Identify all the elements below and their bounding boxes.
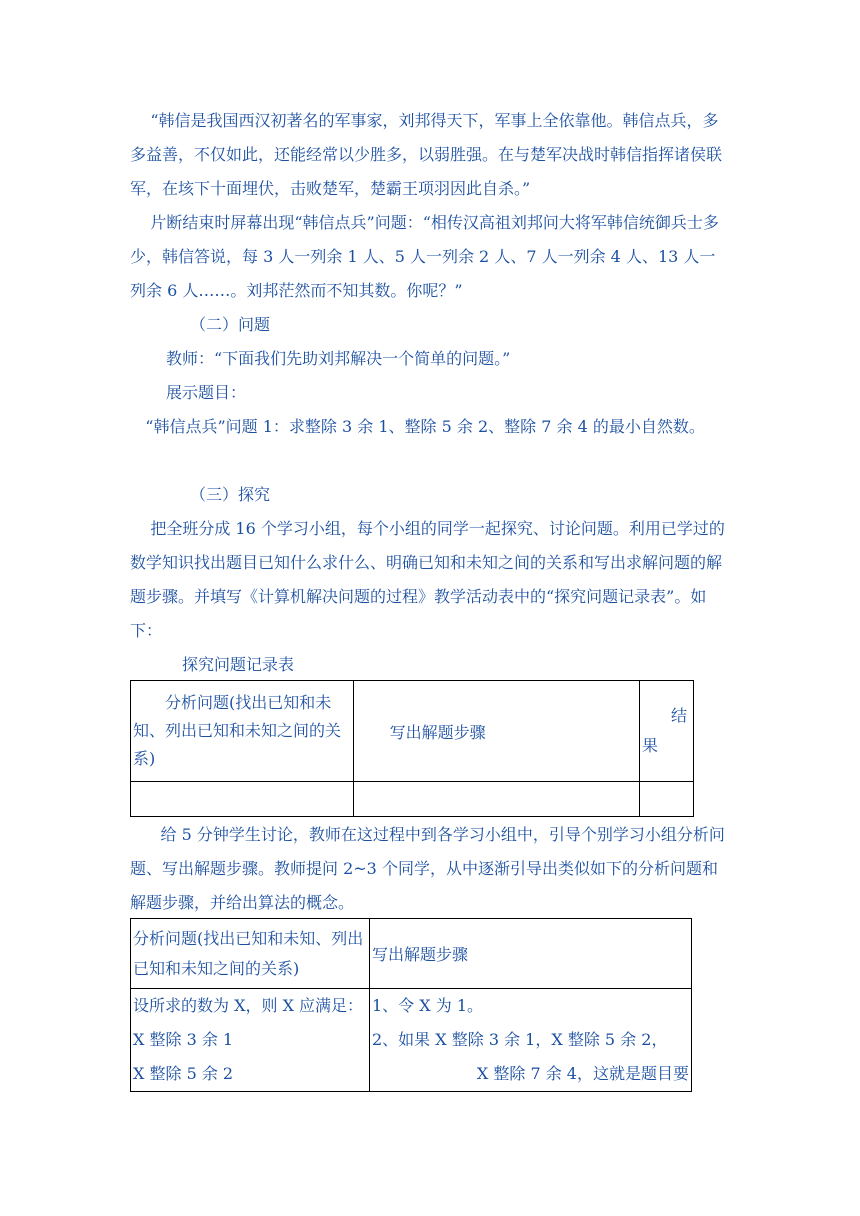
record-table-col1-header bbox=[131, 681, 354, 782]
record-table-col2-header-text: 写出解题步骤 bbox=[389, 722, 486, 742]
record-table-col3-line1: 结 bbox=[670, 706, 687, 725]
analysis-table-col1-header-text: 分析问题(找出已知和未知、列出已知和未知之间的关系) bbox=[133, 928, 364, 978]
analysis-right-line-2: 2、如果 X 整除 3 余 1，X 整除 5 余 2， bbox=[372, 1030, 668, 1049]
record-table bbox=[130, 680, 694, 817]
analysis-right-line-3: X 整除 7 余 4，这就是题目要 bbox=[476, 1064, 689, 1083]
analysis-table-left-cell bbox=[131, 989, 370, 1092]
analysis-right-line-1: 1、令 X 为 1。 bbox=[372, 996, 484, 1015]
analysis-table-col2-header bbox=[370, 919, 692, 989]
show-question-line: 展示题目： bbox=[166, 383, 247, 402]
record-table-col3-line2: 果 bbox=[641, 736, 658, 755]
question-1-paragraph: “韩信点兵”问题 1：求整除 3 余 1、整除 5 余 2、整除 7 余 4 的最小自然数。 bbox=[130, 417, 705, 436]
record-table-col1-header-text: 分析问题(找出已知和未知、列出已知和未知之间的关系) bbox=[133, 693, 342, 768]
teacher-line: 教师：“下面我们先助刘邦解决一个简单的问题。” bbox=[166, 349, 511, 368]
record-table-col2-header bbox=[353, 681, 639, 782]
intro-quote-paragraph: “韩信是我国西汉初著名的军事家，刘邦得天下，军事上全依靠他。韩信点兵，多多益善，不仅如此，还能经常以少胜多，以弱胜强。在与楚军决战时韩信指挥诸侯联军，在垓下十面埋伏，击败楚军，楚霸王项羽因此自杀。” bbox=[130, 111, 723, 198]
table-title: 探究问题记录表 bbox=[182, 655, 295, 674]
record-table-cell-empty-1 bbox=[131, 782, 354, 817]
analysis-table-col2-header-text: 写出解题步骤 bbox=[372, 945, 469, 964]
record-table-col3-header bbox=[639, 681, 693, 782]
section-heading-problem: （二）问题 bbox=[190, 315, 271, 334]
analysis-left-line-2: X 整除 3 余 1 bbox=[133, 1030, 234, 1049]
analysis-left-line-3: X 整除 5 余 2 bbox=[133, 1064, 234, 1083]
analysis-table bbox=[130, 918, 692, 1092]
analysis-table-right-cell bbox=[370, 989, 692, 1092]
problem-paragraph: 片断结束时屏幕出现“韩信点兵”问题：“相传汉高祖刘邦问大将军韩信统御兵士多少，韩信答说，每 3 人一列余 1 人、5 人一列余 2 人、7 人一列余 4 人、13 人一列余 6 人……。刘邦茫然而不知其数。你呢？” bbox=[130, 213, 719, 300]
analysis-left-line-1: 设所求的数为 X，则 X 应满足： bbox=[133, 996, 364, 1015]
discussion-paragraph: 给 5 分钟学生讨论，教师在这过程中到各学习小组中，引导个别学习小组分析问题、写出解题步骤。教师提问 2~3 个同学，从中逐渐引导出类似如下的分析问题和解题步骤，并给出算法的概念。 bbox=[130, 825, 725, 912]
explore-paragraph: 把全班分成 16 个学习小组，每个小组的同学一起探究、讨论问题。利用已学过的数学知识找出题目已知什么求什么、明确已知和未知之间的关系和写出求解问题的解题步骤。并填写《计算机解决问题的过程》教学活动表中的“探究问题记录表”。如下： bbox=[130, 519, 725, 640]
section-heading-explore: （三）探究 bbox=[190, 485, 271, 504]
record-table-cell-empty-2 bbox=[353, 782, 639, 817]
analysis-table-col1-header bbox=[131, 919, 370, 989]
record-table-cell-empty-3 bbox=[639, 782, 693, 817]
